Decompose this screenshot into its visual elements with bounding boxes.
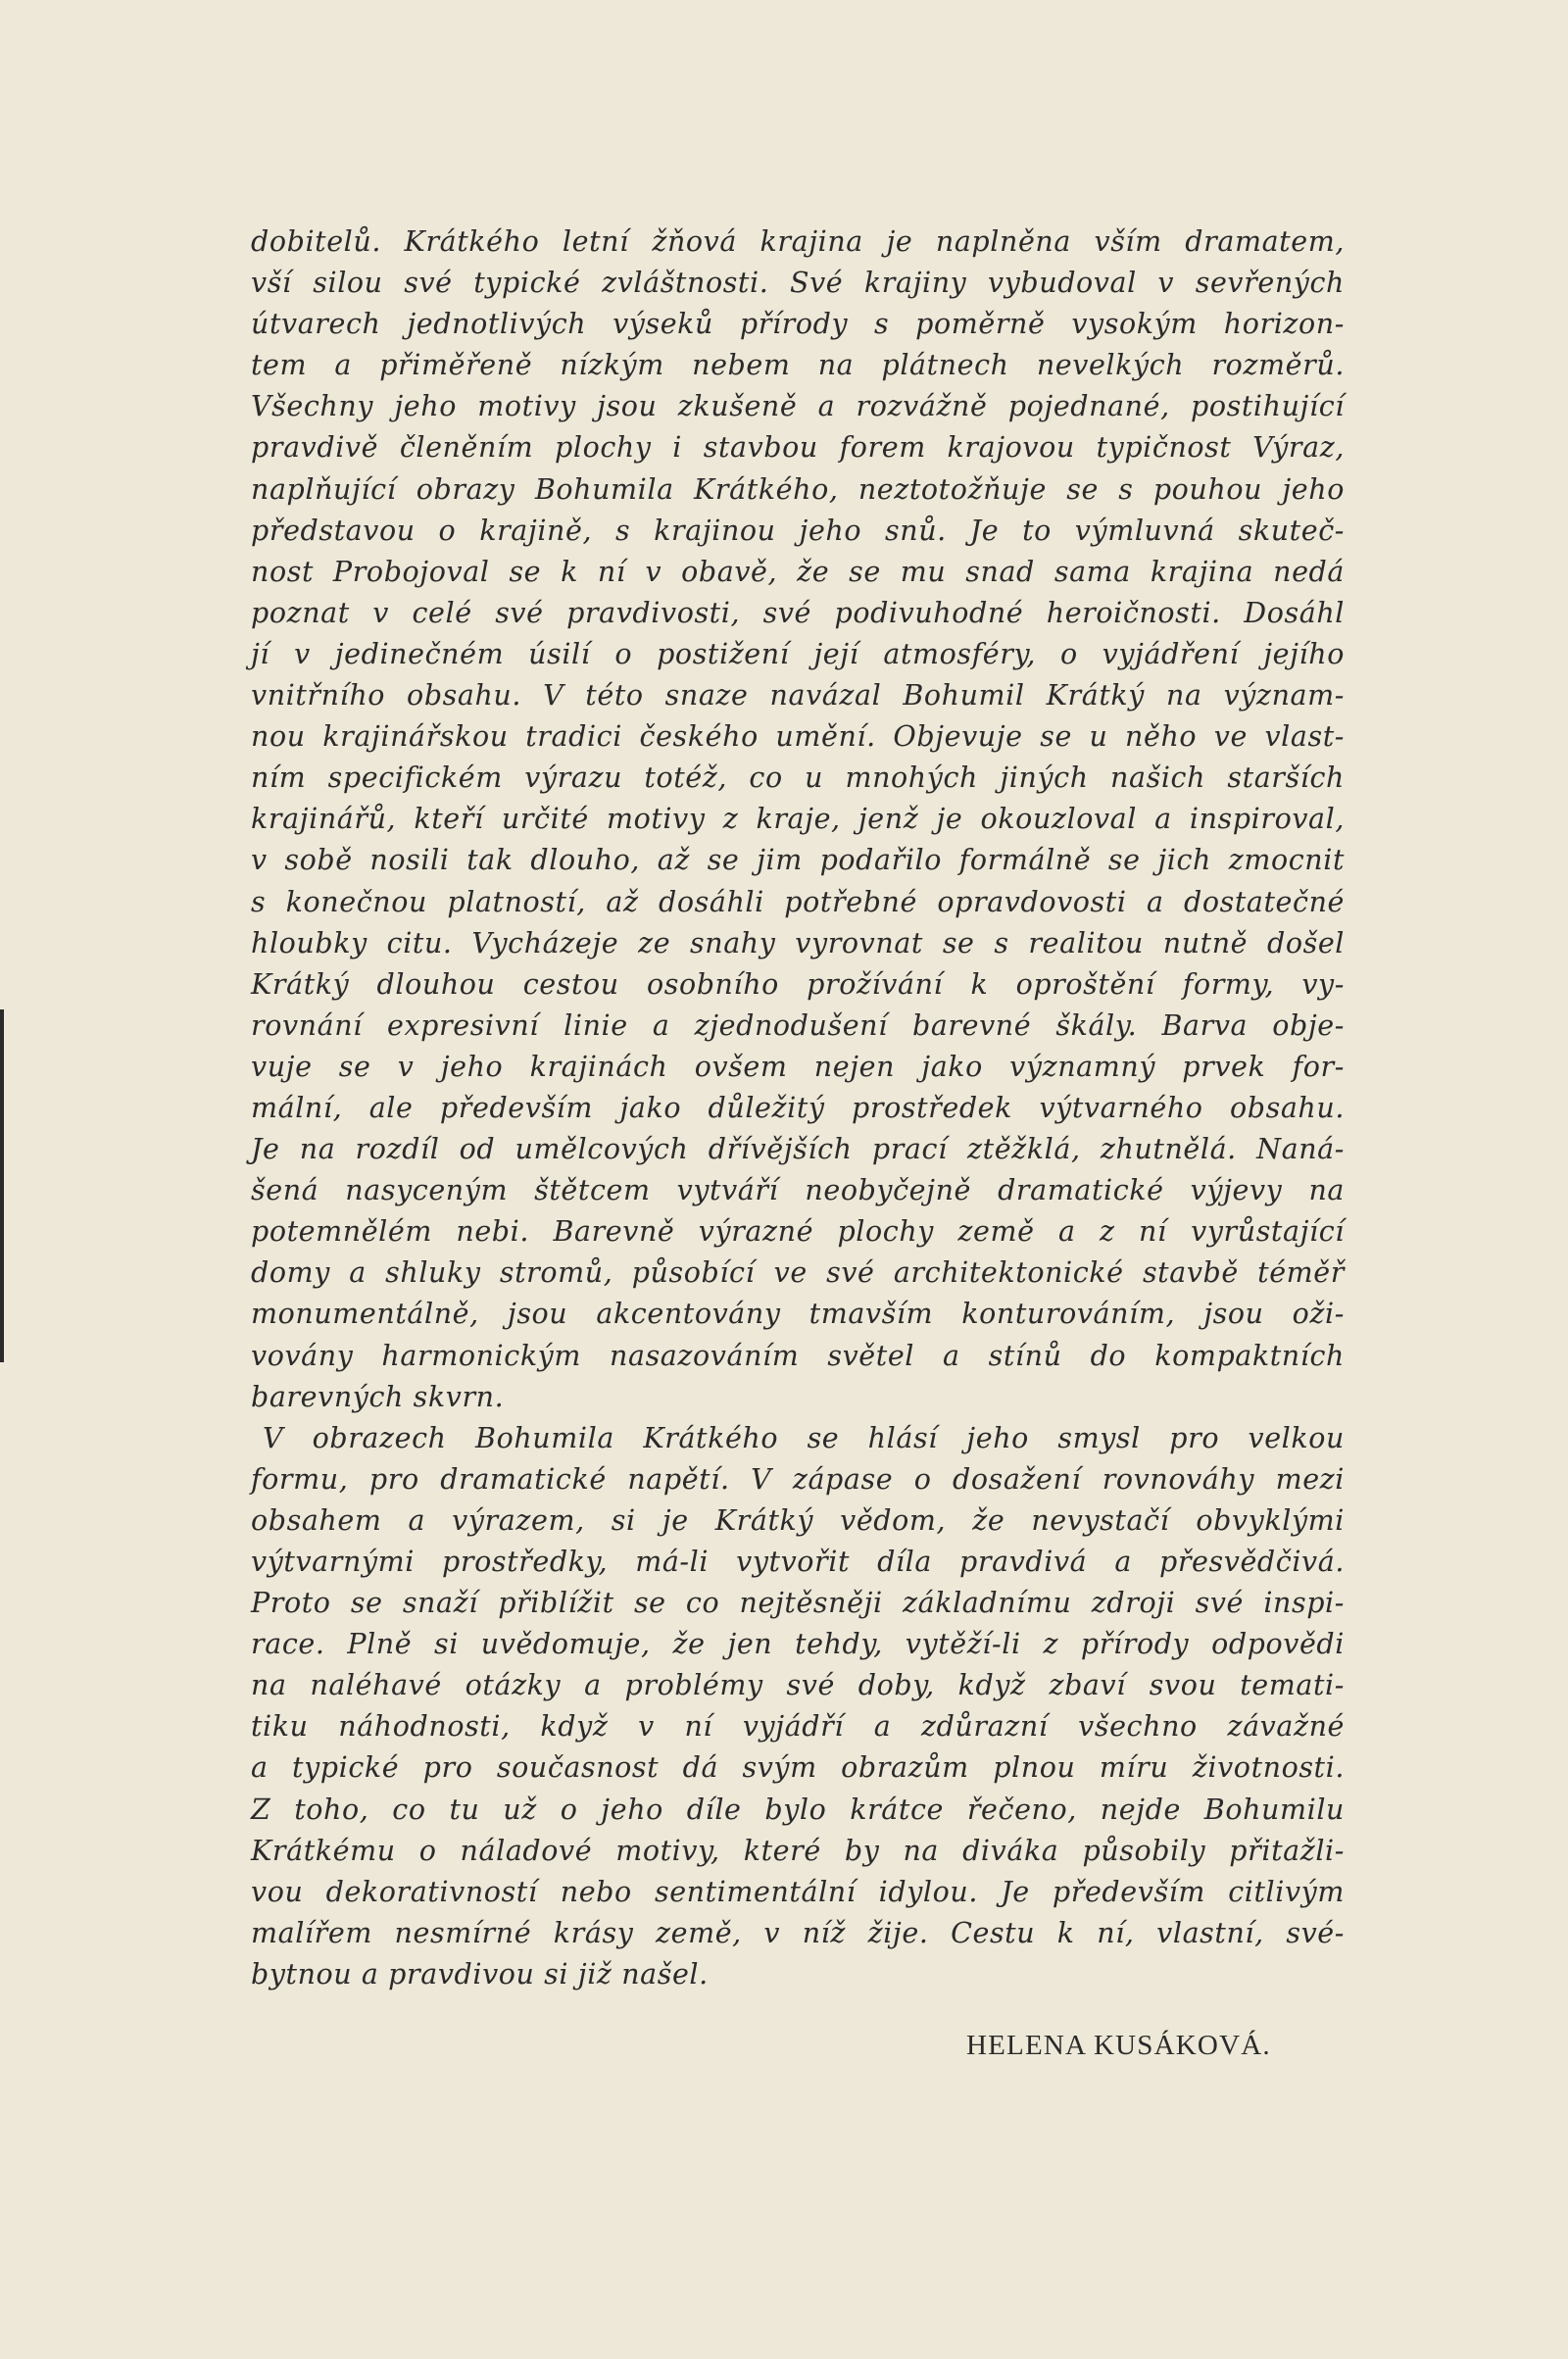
text-line: Z toho, co tu už o jeho díle bylo krátce řečeno, nejde Bohumilu <box>251 1793 1345 1826</box>
text-line: Krátký dlouhou cestou osobního prožívání k oproštění formy, vy- <box>251 967 1345 1001</box>
text-line: a typické pro současnost dá svým obrazům plnou míru životnosti. <box>251 1751 1345 1785</box>
text-line: výtvarnými prostředky, má-li vytvořit díla pravdivá a přesvědčivá. <box>251 1546 1345 1578</box>
text-line: na naléhavé otázky a problémy své doby, když zbaví svou temati- <box>251 1669 1345 1702</box>
text-line: dobitelů. Krátkého letní žňová krajina je naplněna vším dramatem, <box>251 225 1345 258</box>
scan-edge-mark <box>0 1009 4 1362</box>
text-line: Všechny jeho motivy jsou zkušeně a rozvážně pojednané, postihující <box>251 390 1345 423</box>
text-line: potemnělém nebi. Barevně výrazné plochy země a z ní vyrůstající <box>251 1215 1345 1249</box>
text-line: pravdivě členěním plochy i stavbou forem krajovou typičnost Výraz, <box>251 431 1345 465</box>
text-line: vuje se v jeho krajinách ovšem nejen jako významný prvek for- <box>251 1050 1345 1083</box>
paragraph-1 <box>251 221 1345 1418</box>
text-line: rovnání expresivní linie a zjednodušení barevné škály. Barva obje- <box>251 1008 1345 1042</box>
text-line: nou krajinářskou tradici českého umění. Objevuje se u něho ve vlast- <box>251 720 1345 754</box>
text-line: tem a přiměřeně nízkým nebem na plátnech nevelkých rozměrů. <box>251 349 1345 382</box>
text-line: vou dekorativností nebo sentimentální idylou. Je především citlivým <box>251 1875 1345 1908</box>
text-line: ním specifickém výrazu totéž, co u mnohých jiných našich starších <box>251 762 1345 795</box>
text-line: malířem nesmírné krásy země, v níž žije. Cestu k ní, vlastní, své- <box>251 1916 1345 1949</box>
text-line: barevných skvrn. <box>251 1380 505 1413</box>
article-body <box>251 221 1345 1995</box>
text-line: vnitřního obsahu. V této snaze navázal Bohumil Krátký na význam- <box>251 679 1345 713</box>
text-line: obsahem a výrazem, si je Krátký vědom, že nevystačí obvyklými <box>251 1503 1345 1537</box>
text-line: vovány harmonickým nasazováním světel a stínů do kompaktních <box>251 1339 1345 1372</box>
text-line: v sobě nosili tak dlouho, až se jim podařilo formálně se jich zmocnit <box>251 844 1345 877</box>
text-line: bytnou a pravdivou si již našel. <box>251 1957 709 1990</box>
text-line: nost Probojoval se k ní v obavě, že se mu snad sama krajina nedá <box>251 555 1345 588</box>
text-line: monumentálně, jsou akcentovány tmavším konturováním, jsou oži- <box>251 1298 1345 1331</box>
text-line: s konečnou platností, až dosáhli potřebné opravdovosti a dostatečné <box>251 885 1345 918</box>
text-line: jí v jedinečném úsilí o postižení její atmosféry, o vyjádření jejího <box>251 637 1345 670</box>
text-line: vší silou své typické zvláštnosti. Své krajiny vybudoval v sevřených <box>251 267 1345 300</box>
text-line: Proto se snaží přiblížit se co nejtěsněji základnímu zdroji své inspi- <box>251 1587 1345 1620</box>
text-line: formu, pro dramatické napětí. V zápase o dosažení rovnováhy mezi <box>251 1462 1345 1496</box>
text-line: představou o krajině, s krajinou jeho snů. Je to výmluvná skuteč- <box>251 514 1345 547</box>
text-line: mální, ale především jako důležitý prostředek výtvarného obsahu. <box>251 1091 1345 1124</box>
text-line: Je na rozdíl od umělcových dřívějších prací ztěžklá, zhutnělá. Naná- <box>251 1133 1345 1166</box>
paragraph-2 <box>251 1418 1345 1995</box>
text-line: naplňující obrazy Bohumila Krátkého, neztotožňuje se s pouhou jeho <box>251 472 1345 506</box>
author-signature: HELENA KUSÁKOVÁ. <box>966 2030 1271 2061</box>
text-line: Krátkému o náladové motivy, které by na diváka působily přitažli- <box>251 1834 1345 1867</box>
text-line: tiku náhodnosti, když v ní vyjádří a zdůrazní všechno závažné <box>251 1710 1345 1744</box>
text-line: domy a shluky stromů, působící ve své architektonické stavbě téměř <box>251 1256 1345 1290</box>
text-line: V obrazech Bohumila Krátkého se hlásí jeho smysl pro velkou <box>263 1421 1345 1454</box>
text-line: šená nasyceným štětcem vytváří neobyčejně dramatické výjevy na <box>251 1174 1345 1207</box>
text-line: krajinářů, kteří určité motivy z kraje, jenž je okouzloval a inspiroval, <box>251 803 1345 836</box>
text-line: útvarech jednotlivých výseků přírody s poměrně vysokým horizon- <box>251 308 1345 341</box>
text-line: hloubky citu. Vycházeje ze snahy vyrovnat se s realitou nutně došel <box>251 926 1345 959</box>
text-line: race. Plně si uvědomuje, že jen tehdy, vytěží-li z přírody odpovědi <box>251 1628 1345 1661</box>
text-line: poznat v celé své pravdivosti, své podivuhodné heroičnosti. Dosáhl <box>251 596 1345 629</box>
